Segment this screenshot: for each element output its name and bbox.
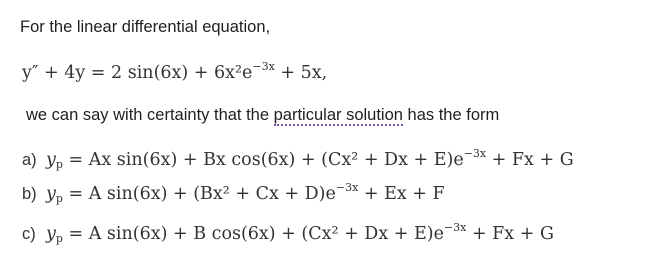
formula-body: = A sin(6x) + (Bx² + Cx + D)e [62, 184, 336, 204]
formula-body: = Ax sin(6x) + Bx cos(6x) + (Cx² + Dx + E)e [62, 150, 464, 170]
option-b[interactable] [22, 181, 445, 205]
option-c[interactable] [22, 221, 554, 245]
option-letter: a) [22, 151, 37, 169]
formula-subscript: p [55, 192, 63, 205]
particular-solution-term-link[interactable]: particular solution [273, 106, 403, 124]
formula-exponent: −3x [463, 147, 487, 160]
formula-subscript: p [55, 232, 63, 245]
option-letter: b) [22, 185, 37, 203]
formula-lead: y [46, 224, 56, 244]
option-formula [46, 147, 574, 171]
formula-lead: y [46, 184, 56, 204]
differential-equation [22, 60, 328, 83]
formula-lead: y [46, 150, 56, 170]
formula-body: = A sin(6x) + B cos(6x) + (Cx² + Dx + E)e [62, 224, 444, 244]
equation-rest: + 5x, [274, 63, 328, 83]
formula-tail: + Fx + G [466, 224, 554, 244]
option-a[interactable] [22, 147, 574, 171]
question-prompt [26, 106, 499, 125]
option-formula [46, 221, 554, 245]
option-formula [46, 181, 445, 205]
prompt-before: we can say with certainty that the [26, 106, 274, 124]
formula-tail: + Ex + F [358, 184, 445, 204]
intro-text: For the linear differential equation, [20, 18, 271, 36]
formula-tail: + Fx + G [486, 150, 574, 170]
equation-main: y″ + 4y = 2 sin(6x) + 6x²e [22, 63, 253, 83]
formula-exponent: −3x [443, 221, 467, 234]
option-letter: c) [22, 225, 36, 243]
prompt-after: has the form [402, 106, 500, 124]
formula-subscript: p [55, 158, 63, 171]
equation-exponent: −3x [252, 60, 275, 73]
formula-exponent: −3x [335, 181, 359, 194]
